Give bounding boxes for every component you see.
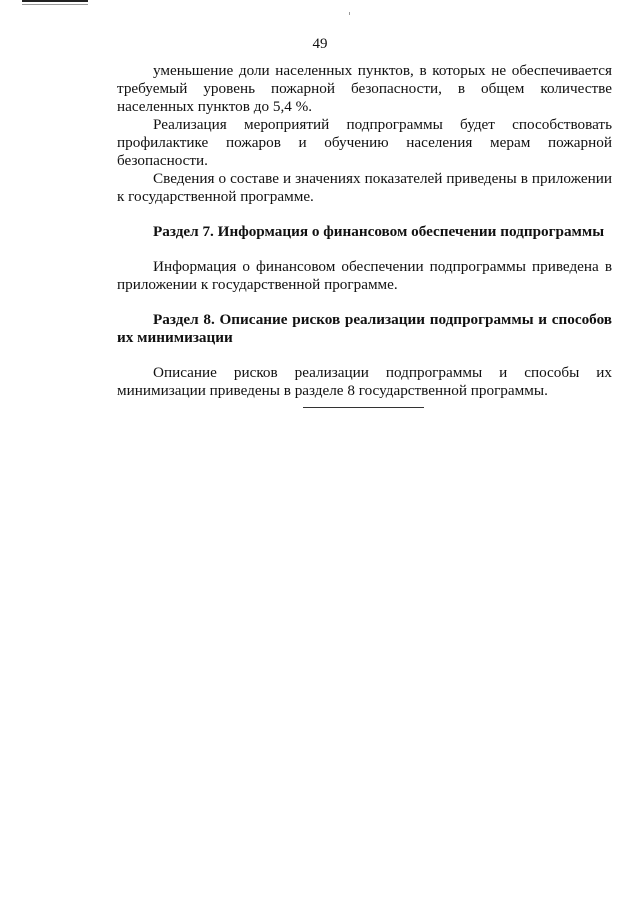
paragraph-indicators: Сведения о составе и значениях показателей приведены в приложении к государственной программе. bbox=[117, 170, 612, 205]
end-separator-line bbox=[303, 407, 424, 408]
scan-edge-mark bbox=[22, 0, 88, 2]
section-7-heading: Раздел 7. Информация о финансовом обеспечении подпрограммы bbox=[153, 223, 605, 240]
scan-edge-mark-thin bbox=[22, 4, 88, 5]
section-8-heading: Раздел 8. Описание рисков реализации подпрограммы и способов их минимизации bbox=[117, 311, 612, 346]
section-7-text: Информация о финансовом обеспечении подпрограммы приведена в приложении к государственной программе. bbox=[117, 258, 612, 293]
spacer bbox=[117, 206, 612, 223]
spacer bbox=[117, 241, 612, 258]
document-body bbox=[117, 62, 612, 400]
page-number: 49 bbox=[312, 36, 328, 52]
spacer bbox=[117, 294, 612, 311]
scan-speck bbox=[349, 12, 350, 15]
spacer bbox=[117, 347, 612, 364]
section-8-text: Описание рисков реализации подпрограммы и способы их минимизации приведены в разделе 8 государственной программы. bbox=[117, 364, 612, 399]
paragraph-implementation: Реализация мероприятий подпрограммы будет способствовать профилактике пожаров и обучению населения мерам пожарной безопасности. bbox=[117, 116, 612, 169]
paragraph-reduction: уменьшение доли населенных пунктов, в которых не обеспечивается требуемый уровень пожарной безопасности, в общем количестве населенных пунктов до 5,4 %. bbox=[117, 62, 612, 115]
